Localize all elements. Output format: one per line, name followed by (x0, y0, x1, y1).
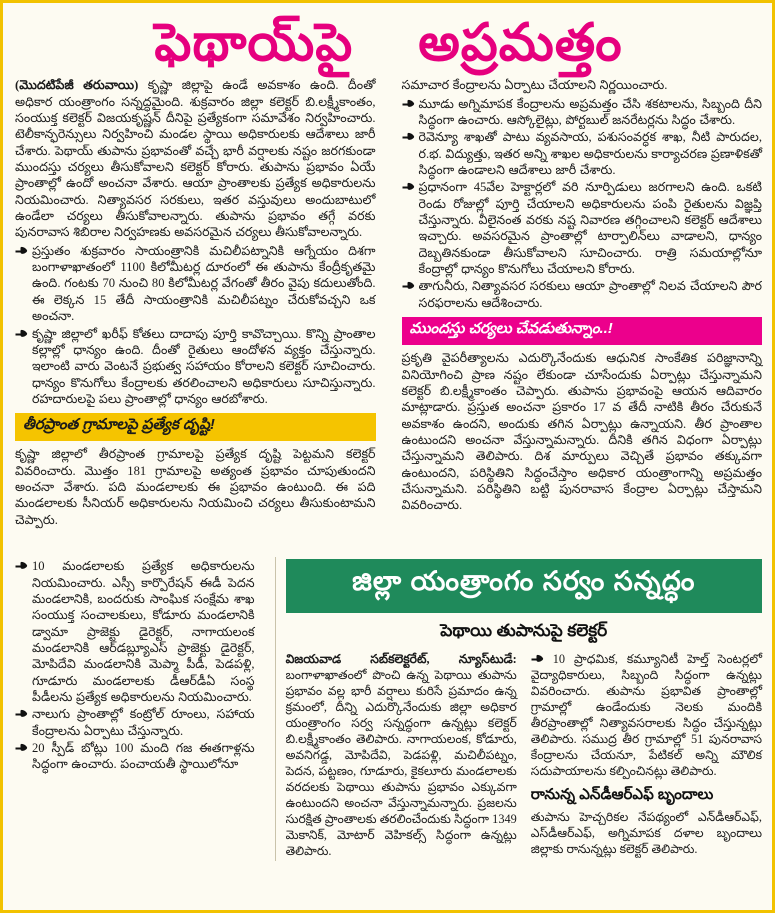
page-title (15, 9, 762, 73)
page-inner (3, 3, 772, 910)
pointing-hand-icon (402, 99, 415, 108)
pointing-hand-icon (15, 329, 28, 338)
list-item-text: కృష్ణా జిల్లాలో ఖరీఫ్ కోతలు దాదాపు పూర్తి కావొచ్చాయి. కొన్ని ప్రాంతాల కల్లాల్లో ధాన్యం ఉంది. దీంతో రైతులు ఆందోళన వ్యక్తం చేస్తున్నారు. ఇలాంటి వారు వెంటనే ప్రభుత్వ సహాయం కోరాలని కలెక్టర్ సూచించారు. ధాన్యం కొనుగోలు కేంద్రాలకు తరలించాలని అధికారులు సూచిస్తున్నారు. రహదారులపై పలు ప్రాంతాల్లో ధాన్యం ఆరబోశారు. (32, 326, 376, 406)
green-box-paragraph-2 (531, 652, 762, 780)
pointing-hand-icon (15, 709, 28, 718)
top-columns (15, 77, 762, 555)
lead-text: కృష్ణా జిల్లాపై ఉండే అవకాశం ఉంది. దీంతో అధికార యంత్రాంగం సన్నద్ధమైంది. శుక్రవారం జిల్లా కలెక్టర్ బి.లక్ష్మీకాంతం, సంయుక్త కలెక్టర్ విజయకృష్ణన్ దీనిపై ప్రత్యేకంగా సమావేశం నిర్వహించారు. టెలీకాన్ఫరెన్సులు నిర్వహించి మండల స్థాయి అధికారులకు ఆదేశాలు జారీ చేశారు. పెథాయ్ తుపాను ప్రభావంతో వచ్చే భారీ వర్షాలకు నష్టం జరగకుండా ముందస్తు చర్యలు తీసుకోవాలని కలెక్టర్ కోరారు. తుపాను ప్రభావం ఏయే ప్రాంతాల్లో ఉందో అంచనా వేశారు. ఆయా ప్రాంతాలకు ప్రత్యేక అధికారులను నియమించారు. నిత్యావసర సరకులు, ఇతర వస్తువులు అందుబాటులో ఉండేలా చర్యలు తీసుకోవాలన్నారు. తుపాను ప్రభావం తగ్గే వరకు పునరావాస శిబిరాల నిర్వహణకు అవసరమైన చర్యలు తీసుకోవాలన్నారు. (15, 78, 376, 240)
green-box-paragraph-3: తుపాను హెచ్చరికల నేపథ్యంలో ఎన్‌డీఆర్‌ఎఫ్, ఎస్‌డీఆర్‌ఎఫ్, అగ్నిమాపక దళాల బృందాలు జిల్లాకు రానున్నట్లు కలెక్టర్ తెలిపారు. (530, 810, 762, 857)
list-item (402, 96, 763, 129)
left-column (15, 77, 382, 555)
list-item-text: ప్రధానంగా 45వేల హెక్టార్లలో వరి నూర్పిడులు జరగాలని ఉంది. ఒకటి రెండు రోజుల్లో పూర్తి చేయాలని అధికారులను పంపి రైతులను విజ్ఞప్తి చేస్తున్నారు. వీలైనంత వరకు నష్ట నివారణ తగ్గించాలని కలెక్టర్ ఆదేశాలు ఇచ్చారు. అవసరమైన ప్రాంతాల్లో టార్పాలిన్‌లు వాడాలని, ధాన్యం దెబ్బతినకుండా తీసుకోవాలని సూచించారు. రాత్రి సమయాల్లోనూ కేంద్రాల్లో ధాన్యం కొనుగోలు చేయాలని కోరారు. (418, 180, 762, 277)
bottom-left-column (15, 557, 261, 861)
list-item (15, 740, 255, 773)
list-item-text: మూడు అగ్నిమాపక కేంద్రాలను అప్రమత్తం చేసి శకటాలను, సిబ్బంది దీని సిద్ధంగా ఉంచారు. ఆస్కోలైట్లు, పోర్టబుల్ జనరేటర్లను సిద్ధం చేశారు. (418, 96, 762, 127)
list-item-text: నాలుగు ప్రాంతాల్లో కంట్రోల్ రూంలు, సహాయ కేంద్రాలను ఏర్పాటు చేస్తున్నారు. (32, 707, 255, 738)
bottom-area (15, 557, 762, 861)
headline-word-1: ఫెథాయ్‌పై (154, 14, 354, 72)
green-box-col1-text: బంగాళాఖాతంలో పొంచి ఉన్న పెథాయి తుపాను ప్రభావం వల్ల భారీ వర్షాలు కురిసే ప్రమాదం ఉన్న క్రమంలో, దీన్ని ఎదుర్కొనేందుకు జిల్లా అధికార యంత్రాంగం సర్వ సన్నద్ధంగా ఉన్నట్లు కలెక్టర్ బి.లక్ష్మీకాంతం తెలిపారు. నాగాయలంక, కోడూరు, అవనిగడ్డ, మోపిదేవి, పెడపళ్లి, మచిలీపట్నం, పెదన, పట్టణం, గూడూరు, కైకలూరు మండలాలకు వరదలకు పెథాయి తుపాను ప్రభావం ఎక్కువగా ఉంటుందని అంచనా వేస్తున్నామన్నారు. ప్రజలను సురక్షిత ప్రాంతాలకు తరలించేందుకు సిద్ధంగా 1349 మెకానిక్, మోటార్ వెహికల్స్ సిద్ధంగా ఉన్నట్లు తెలిపారు. (285, 668, 517, 858)
pointing-hand-icon (402, 281, 415, 290)
list-item (15, 706, 255, 739)
subheading-precautionary-measures: ముందస్తు చర్యలు చేవడుతున్నాం..! (402, 317, 763, 345)
lower-left-paragraph: కృష్ణా జిల్లాలో తీరప్రాంత గ్రామాలపై ప్రత్యేక దృష్టి పెట్టమని కలెక్టర్ వివరించారు. మొత్తం 181 గ్రామాలపై అత్యంత ప్రభావం చూపుతుందని అంచనా వేశారు. పది మండలాలకు ఈ ప్రభావం ఉంటుంది. ఈ పది మండలాలకు సీనియర్ అధికారులను నియమించి చర్యలు తీసుకుంటామని చెప్పారు. (15, 447, 376, 527)
list-item-text: రెవెన్యూ శాఖతో పాటు వ్యవసాయ, పశుసంవర్ధక శాఖ, నీటి పారుదల, ర.భ. విద్యుత్తు, ఇతర అన్ని శాఖల అధికారులను కార్యాచరణ ప్రణాళికతో సిద్ధంగా ఉండాలని ఆదేశాలు జారీ చేశారు. (418, 130, 762, 177)
right-continued-text: సమాచార కేంద్రాలను ఏర్పాటు చేయాలని నిర్ణయించారు. (401, 78, 668, 93)
list-item-text: 20 స్పీడ్ బోట్లు 100 మంది గజ ఈతగాళ్లను సిద్ధంగా ఉంచారు. పంచాయతీ స్థాయిలోనూ (32, 741, 255, 772)
right-after-pink-paragraph: ప్రకృతి వైపరీత్యాలను ఎదుర్కొనేందుకు ఆధునిక సాంకేతిక పరిజ్ఞానాన్ని వినియోగించి ప్రాణ నష్టం లేకుండా చూసేందుకు ఏర్పాట్లు చేస్తున్నామని కలెక్టర్ బి.లక్ష్మీకాంతం చెప్పారు. తుపాను ప్రభావంపై ఆయన ఆదివారం మాట్లాడారు. ప్రస్తుత అంచనా ప్రకారం 17 వ తేదీ నాటికి తీరం చేరుకునే అవకాశం ఉందని, అందుకు తగిన ఏర్పాట్లు ఉన్నాయని. తీర ప్రాంతాల ఉంటుందని అంచనా వేస్తున్నామన్నారు. దీనికి తగిన విధంగా ఏర్పాట్లు చేస్తున్నామని తెలిపారు. దిశ మార్పులు వెచ్చితే ప్రభావం తక్కువగా ఉంటుందని, పరిస్థితిని సిద్ధంచేస్తాం అధికార యంత్రాంగాన్ని అప్రమత్తం చేసున్నామని. పరిస్థితిని బట్టి పునరావాస కేంద్రాల ఏర్పాట్లు చేస్తామని వివరించారు. (401, 351, 762, 513)
dateline: విజయవాడ సబ్‌కలెక్టరేట్, న్యూస్‌టుడే: (285, 652, 517, 667)
list-item (402, 179, 763, 277)
pointing-hand-icon (15, 246, 28, 255)
green-box-body (286, 652, 762, 861)
list-item (15, 326, 376, 408)
pointing-hand-icon (15, 561, 28, 570)
list-item (402, 129, 763, 178)
pointing-hand-icon (15, 743, 28, 752)
pointing-hand-icon (402, 182, 415, 191)
green-box-col2a-text: 10 ప్రాధమిక, కమ్యూనిటీ హెల్త్ సెంటర్లలో వైద్యాధికారులు, సిబ్బంది సిద్ధంగా ఉన్నట్లు వివరించారు. తుపాను ప్రభావిత ప్రాంతాల్లో గ్రామాల్లో ఉండేందుకు నెలకు మందికి తీరప్రాంతాల్లో నిత్యావసరాలకు సిద్ధం చేస్తున్నట్లు తెలిపారు. సముద్ర తీర గ్రామాల్లో 51 పునరావాస కేంద్రాలను చేయనూ, పేటికల్ అన్ని మౌలిక సదుపాయాలను కల్పించినట్లు తెలిపారు. (530, 652, 762, 779)
continued-from-label: (మొదటిపేజీ తరువాయి) (15, 78, 139, 93)
pointing-hand-icon (531, 652, 544, 668)
green-box-kicker: పెథాయి తుపానుపై కలెక్టర్ (440, 621, 608, 641)
list-item-text: తాగునీరు, నిత్యావసర సరకులు ఆయా ప్రాంతాల్లో నిలవ చేయాలని పౌర సరఫరాలను ఆదేశించారు. (418, 279, 762, 310)
list-item-text: ప్రస్తుతం శుక్రవారం సాయంత్రానికి మచిలీపట్నానికి ఆగ్నేయం దిశగా బంగాళాఖాతంలో 1100 కిలోమీటర్ల దూరంలో ఈ తుపాను కేంద్రీకృతమై ఉంది. గంటకు 70 నుంచి 80 కిలోమీటర్ల వేగంతో తీరం వైపు కదులుతోంది. ఈ లెక్కన 15 తేదీ సాయంత్రానికి మచిలీపట్నం చేరుకోవచ్చని ఒక అంచనా. (32, 243, 376, 324)
subheading-coastal-villages: తీరప్రాంత గ్రామాలపై ప్రత్యేక దృష్టి! (15, 413, 376, 441)
green-box-section (275, 557, 762, 861)
list-item (402, 278, 763, 311)
green-banner-heading: జిల్లా యంత్రాంగం సర్వం సన్నద్ధం (286, 559, 762, 613)
headline-word-2: అప్రమత్తం (418, 14, 623, 72)
green-box-paragraph-1 (286, 652, 517, 860)
list-item-text: 10 మండలాలకు ప్రత్యేక అధికారులను నియమించారు. ఎస్సీ కార్పొరేషన్ ఈడీ పెదన మండలానికి, బందరుకు సాంఘిక సంక్షేమ శాఖ సంయుక్త సంచాలకులు, కోడూరు మండలానికి డ్వామా ప్రాజెక్టు డైరెక్టర్, నాగాయలంక మండలానికి ఆర్‌డబ్ల్యూఎస్ ప్రాజెక్టు డైరెక్టర్, మోపిదేవి మండలానికి మెప్మా పీడీ, పెడపళ్లి, గూడూరు మండలాలకు డీఆర్‌డీఏ సంస్థ పీడీలను ప్రత్యేక అధికారులను నియమించారు. (32, 559, 255, 705)
lead-paragraph (15, 77, 376, 241)
ndrf-section-heading: రానున్న ఎన్‌డీఆర్‌ఎఫ్ బృందాలు (530, 786, 714, 804)
list-item (15, 558, 255, 705)
pointing-hand-icon (402, 132, 415, 141)
list-item (15, 243, 376, 325)
right-column (396, 77, 763, 555)
